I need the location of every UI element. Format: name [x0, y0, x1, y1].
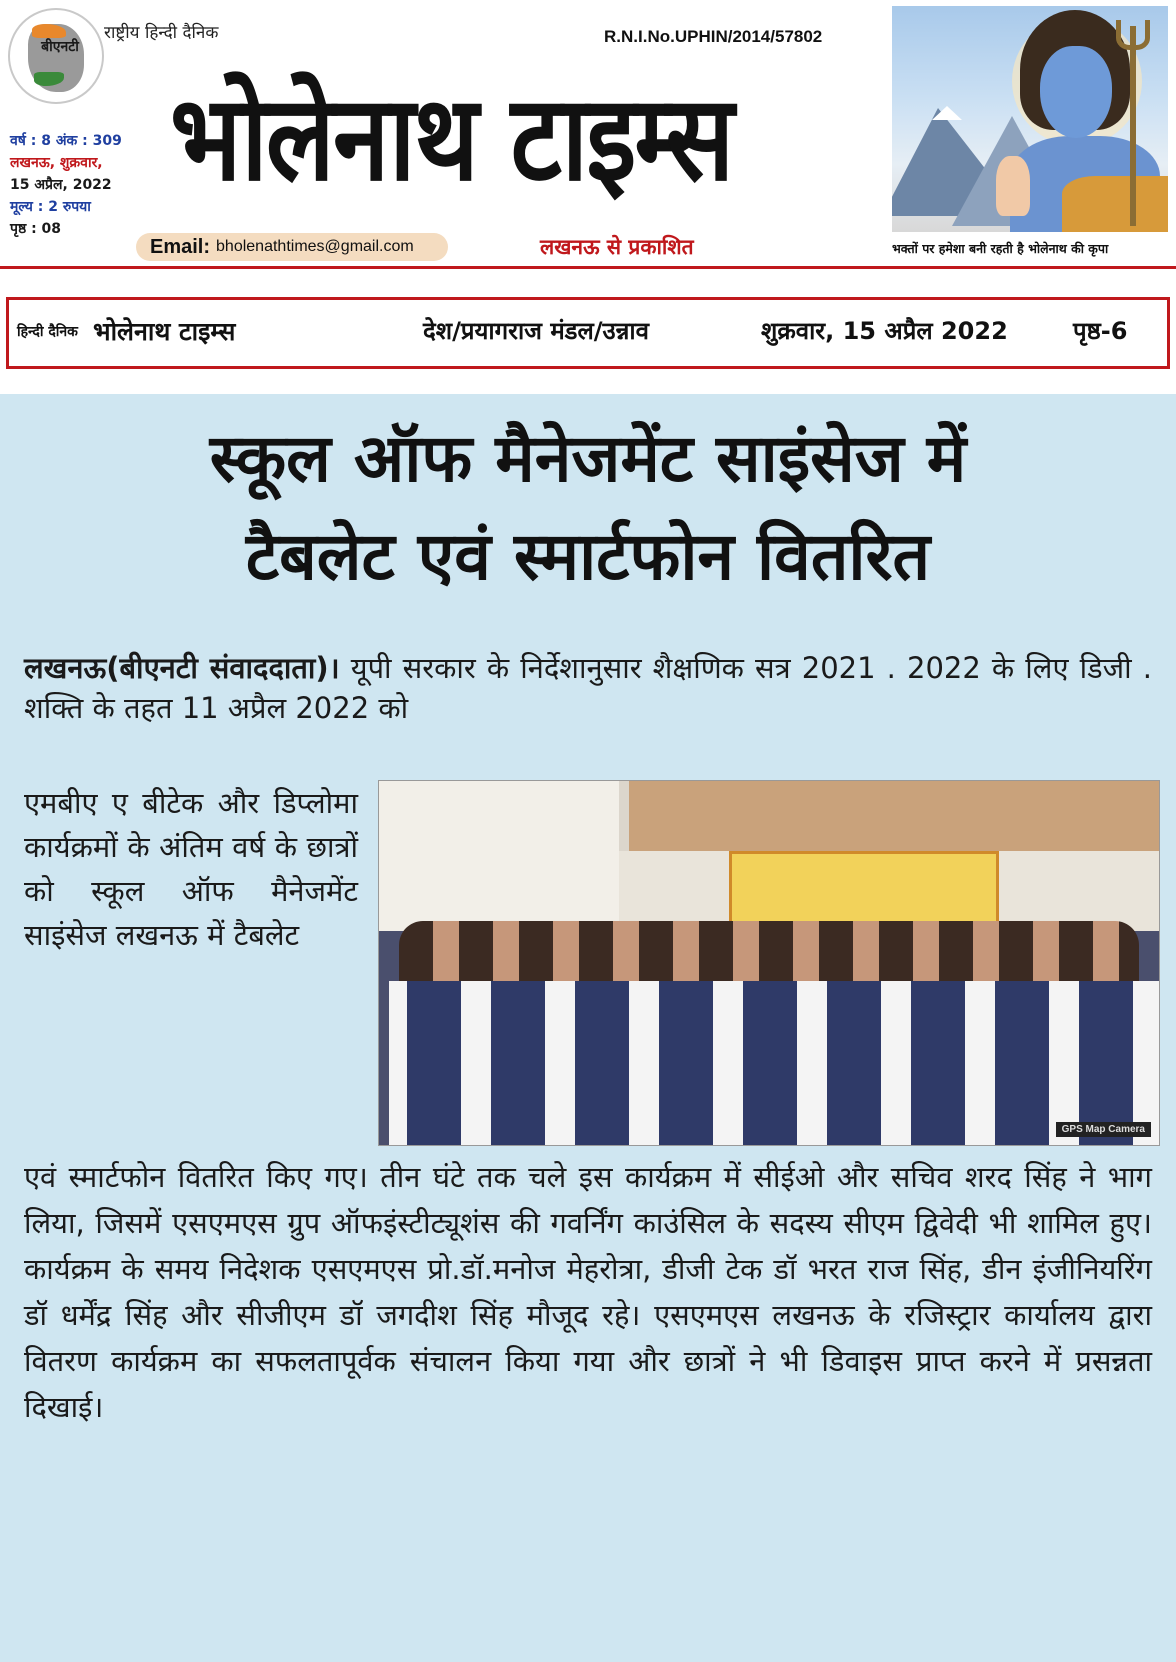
logo-text: बीएनटी: [41, 39, 79, 55]
tagline: राष्ट्रीय हिन्दी दैनिक: [104, 23, 219, 43]
article-photo: [378, 780, 1160, 1146]
email-label: Email:: [150, 235, 211, 258]
price: मूल्य : 2 रुपया: [10, 199, 91, 215]
strip-daily: हिन्दी दैनिक: [17, 324, 78, 340]
trident-icon: [1130, 26, 1136, 226]
strip-date: शुक्रवार, 15 अप्रैल 2022: [761, 317, 1008, 345]
image-caption: भक्तों पर हमेशा बनी रहती है भोलेनाथ की कृपा: [892, 241, 1109, 256]
article-intro: [24, 648, 1152, 728]
divider: [0, 266, 1176, 269]
event-banner: [729, 851, 999, 931]
newspaper-logo: [8, 8, 104, 104]
year-issue: वर्ष : 8 अंक : 309: [10, 133, 122, 149]
article-headline: [0, 410, 1176, 606]
headline-line-2: टैबलेट एवं स्मार्टफोन वितरित: [245, 518, 931, 595]
issue-meta: [10, 130, 122, 240]
newspaper-title: भोलेनाथ टाइम्स: [170, 69, 733, 207]
place-day: लखनऊ, शुक्रवार,: [10, 155, 103, 171]
page-header-strip: [6, 297, 1170, 369]
strip-page-number: पृष्ठ-6: [1073, 317, 1128, 345]
dateline: लखनऊ(बीएनटी संवाददाता)।: [24, 651, 340, 685]
news-article: [0, 394, 1176, 1662]
issue-date: 15 अप्रैल, 2022: [10, 177, 112, 193]
strip-section: देश/प्रयागराज मंडल/उन्नाव: [423, 317, 649, 345]
rni-number: R.N.I.No.UPHIN/2014/57802: [604, 27, 823, 46]
lord-shiva-image: [892, 6, 1168, 232]
published-from: लखनऊ से प्रकाशित: [540, 235, 694, 259]
article-side-text: एमबीए ए बीटेक और डिप्लोमा कार्यक्रमों के अंतिम वर्ष के छात्रों को स्कूल ऑफ मैनेजमेंट साइंसेज लखनऊ में टैबलेट: [24, 786, 358, 952]
photo-watermark: GPS Map Camera: [1056, 1122, 1151, 1137]
headline-line-1: स्कूल ऑफ मैनेजमेंट साइंसेज में: [209, 420, 967, 497]
students-group: [399, 921, 1139, 981]
intro-text: यूपी सरकार के निर्देशानुसार शैक्षणिक सत्र 2021 . 2022 के लिए डिजी . शक्ति के तहत 11 अप्रैल 2022 को: [24, 651, 1152, 725]
article-body: एवं स्मार्टफोन वितरित किए गए। तीन घंटे तक चले इस कार्यक्रम में सीईओ और सचिव शरद सिंह ने भाग लिया, जिसमें एसएमएस ग्रुप ऑफइंस्टीट्यूशंस की गवर्निंग काउंसिल के सदस्य सीएम द्विवेदी भी शामिल हुए।कार्यक्रम के समय निदेशक एसएमएस प्रो.डॉ.मनोज मेहरोत्रा, डीजी टेक डॉ भरत राज सिंह, डीन इंजीनियरिंग डॉ धर्मेंद्र सिंह और सीजीएम डॉ जगदीश सिंह मौजूद रहे। एसएमएस लखनऊ के रजिस्ट्रार कार्यालय द्वारा वितरण कार्यक्रम का सफलतापूर्वक संचालन किया गया और छात्रों ने भी डिवाइस प्राप्त करने में प्रसन्नता दिखाई।: [24, 1160, 1152, 1424]
strip-paper-name: भोलेनाथ टाइम्स: [93, 317, 236, 346]
email-badge: [136, 233, 448, 261]
page-count: पृष्ठ : 08: [10, 221, 62, 237]
email-link[interactable]: bholenathtimes@gmail.com: [216, 238, 414, 255]
